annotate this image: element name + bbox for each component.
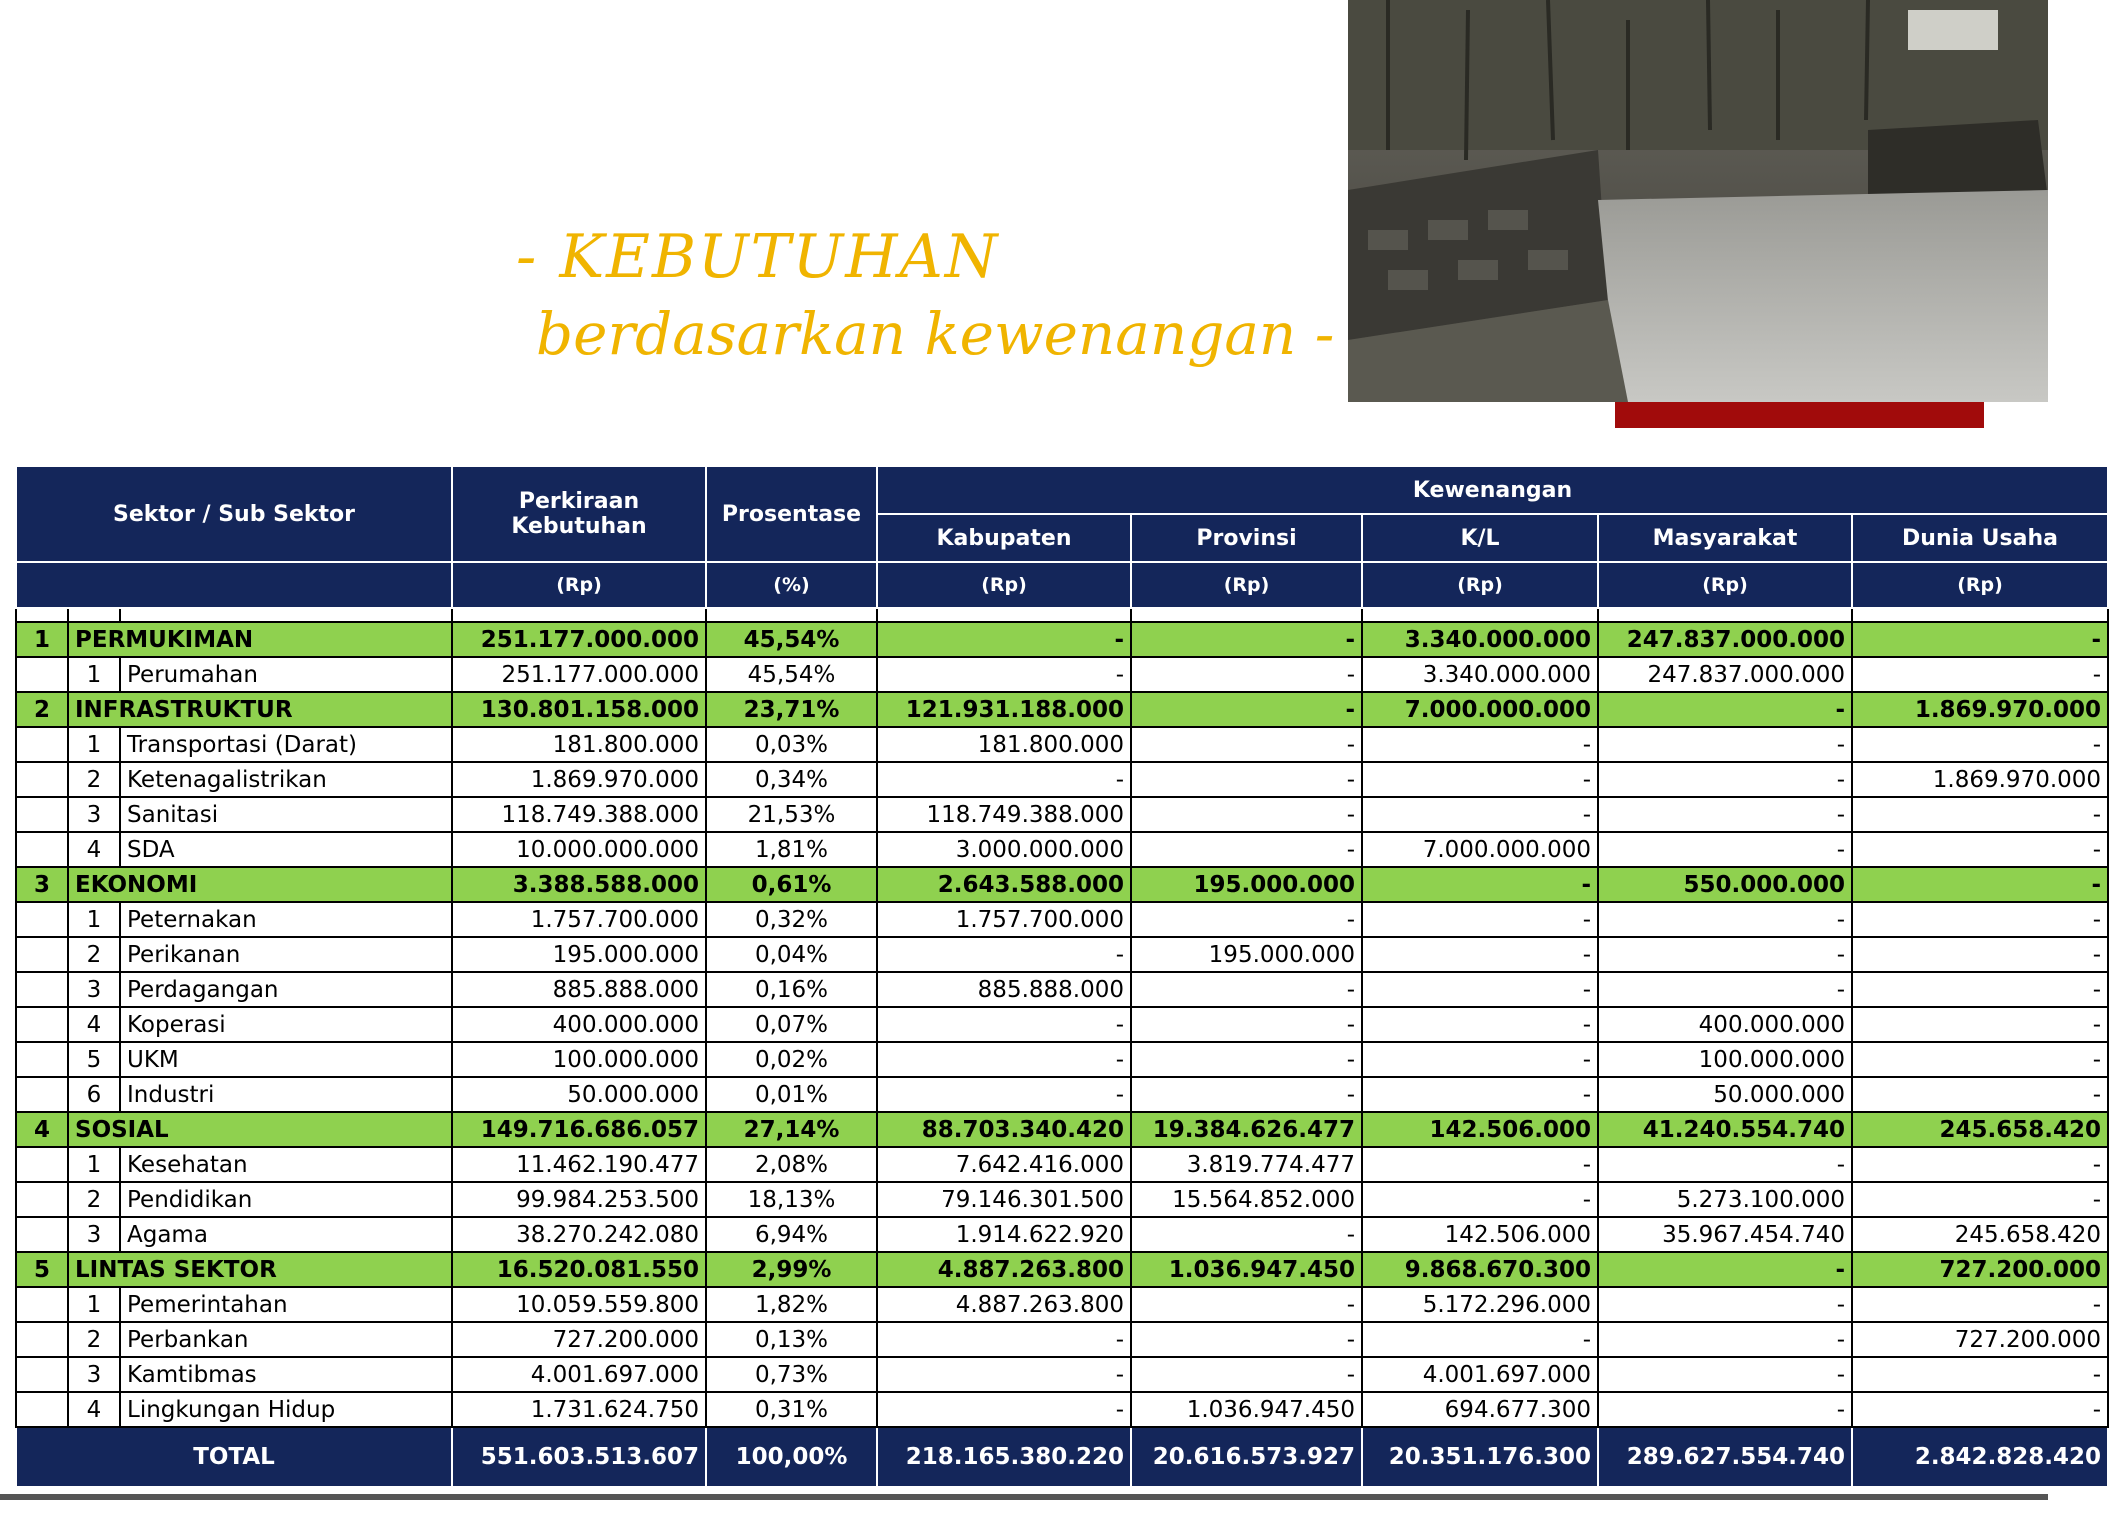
- provinsi-value: -: [1131, 1287, 1362, 1322]
- perkiraan-value: 38.270.242.080: [452, 1217, 706, 1252]
- perkiraan-value: 100.000.000: [452, 1042, 706, 1077]
- dunia-usaha-value: 245.658.420: [1852, 1112, 2108, 1147]
- perkiraan-value: 727.200.000: [452, 1322, 706, 1357]
- subsector-row: [16, 902, 2108, 937]
- masyarakat-value: 100.000.000: [1598, 1042, 1852, 1077]
- provinsi-value: 195.000.000: [1131, 937, 1362, 972]
- dunia-usaha-value: -: [1852, 1392, 2108, 1427]
- unit-kl: (Rp): [1362, 562, 1598, 608]
- header-provinsi: Provinsi: [1131, 514, 1362, 562]
- subsector-row: [16, 727, 2108, 762]
- subsector-name: Agama: [120, 1217, 452, 1252]
- row-number: 3: [68, 972, 120, 1007]
- header-prosentase: Prosentase: [706, 466, 877, 562]
- row-number: 1: [16, 622, 68, 657]
- subsector-name: Perbankan: [120, 1322, 452, 1357]
- dunia-usaha-value: -: [1852, 727, 2108, 762]
- kabupaten-value: -: [877, 1042, 1131, 1077]
- prosentase-value: 0,02%: [706, 1042, 877, 1077]
- dunia-usaha-value: -: [1852, 1147, 2108, 1182]
- prosentase-value: 0,13%: [706, 1322, 877, 1357]
- dunia-usaha-value: -: [1852, 1007, 2108, 1042]
- subsector-name: Pendidikan: [120, 1182, 452, 1217]
- masyarakat-value: 41.240.554.740: [1598, 1112, 1852, 1147]
- masyarakat-value: 5.273.100.000: [1598, 1182, 1852, 1217]
- provinsi-value: -: [1131, 1357, 1362, 1392]
- row-indent: [16, 1287, 68, 1322]
- sector-row: [16, 622, 2108, 657]
- unit-perkiraan: (Rp): [452, 562, 706, 608]
- kabupaten-value: -: [877, 762, 1131, 797]
- subsector-name: UKM: [120, 1042, 452, 1077]
- row-number: 2: [68, 937, 120, 972]
- subsector-row: [16, 1357, 2108, 1392]
- dunia-usaha-value: -: [1852, 1287, 2108, 1322]
- total-perkiraan: 551.603.513.607: [452, 1427, 706, 1487]
- dunia-usaha-value: -: [1852, 797, 2108, 832]
- total-label: TOTAL: [16, 1427, 452, 1487]
- row-number: 1: [68, 727, 120, 762]
- provinsi-value: -: [1131, 1077, 1362, 1112]
- kl-value: -: [1362, 1322, 1598, 1357]
- kabupaten-value: 121.931.188.000: [877, 692, 1131, 727]
- dunia-usaha-value: 1.869.970.000: [1852, 762, 2108, 797]
- header-kabupaten: Kabupaten: [877, 514, 1131, 562]
- subsector-row: [16, 1217, 2108, 1252]
- kl-value: 9.868.670.300: [1362, 1252, 1598, 1287]
- header-kewenangan: Kewenangan: [877, 466, 2108, 514]
- provinsi-value: -: [1131, 1322, 1362, 1357]
- masyarakat-value: -: [1598, 1287, 1852, 1322]
- subsector-name: Kesehatan: [120, 1147, 452, 1182]
- prosentase-value: 0,01%: [706, 1077, 877, 1112]
- sector-name: LINTAS SEKTOR: [68, 1252, 452, 1287]
- header-masyarakat: Masyarakat: [1598, 514, 1852, 562]
- dunia-usaha-value: 727.200.000: [1852, 1322, 2108, 1357]
- prosentase-value: 0,03%: [706, 727, 877, 762]
- provinsi-value: -: [1131, 797, 1362, 832]
- kabupaten-value: -: [877, 1392, 1131, 1427]
- dunia-usaha-value: -: [1852, 622, 2108, 657]
- row-indent: [16, 797, 68, 832]
- dunia-usaha-value: -: [1852, 832, 2108, 867]
- subsector-name: Kamtibmas: [120, 1357, 452, 1392]
- subsector-row: [16, 937, 2108, 972]
- prosentase-value: 0,07%: [706, 1007, 877, 1042]
- header-sector: Sektor / Sub Sektor: [16, 466, 452, 562]
- provinsi-value: -: [1131, 1217, 1362, 1252]
- masyarakat-value: -: [1598, 972, 1852, 1007]
- kl-value: -: [1362, 797, 1598, 832]
- kl-value: 7.000.000.000: [1362, 692, 1598, 727]
- perkiraan-value: 1.731.624.750: [452, 1392, 706, 1427]
- total-dunia-usaha: 2.842.828.420: [1852, 1427, 2108, 1487]
- kl-value: -: [1362, 972, 1598, 1007]
- kl-value: 3.340.000.000: [1362, 657, 1598, 692]
- row-number: 2: [16, 692, 68, 727]
- total-prosentase: 100,00%: [706, 1427, 877, 1487]
- row-number: 4: [68, 1007, 120, 1042]
- prosentase-value: 2,99%: [706, 1252, 877, 1287]
- row-number: 5: [16, 1252, 68, 1287]
- kabupaten-value: -: [877, 937, 1131, 972]
- slide-title-line2: berdasarkan kewenangan -: [536, 300, 1335, 368]
- sector-name: PERMUKIMAN: [68, 622, 452, 657]
- prosentase-value: 27,14%: [706, 1112, 877, 1147]
- unit-prosentase: (%): [706, 562, 877, 608]
- prosentase-value: 0,04%: [706, 937, 877, 972]
- masyarakat-value: -: [1598, 937, 1852, 972]
- perkiraan-value: 10.059.559.800: [452, 1287, 706, 1322]
- perkiraan-value: 11.462.190.477: [452, 1147, 706, 1182]
- kl-value: -: [1362, 1147, 1598, 1182]
- kabupaten-value: -: [877, 1077, 1131, 1112]
- header-dunia-usaha: Dunia Usaha: [1852, 514, 2108, 562]
- row-indent: [16, 727, 68, 762]
- dunia-usaha-value: -: [1852, 1077, 2108, 1112]
- provinsi-value: 1.036.947.450: [1131, 1252, 1362, 1287]
- subsector-row: [16, 972, 2108, 1007]
- sector-name: SOSIAL: [68, 1112, 452, 1147]
- perkiraan-value: 1.757.700.000: [452, 902, 706, 937]
- sector-row: [16, 1252, 2108, 1287]
- masyarakat-value: 550.000.000: [1598, 867, 1852, 902]
- total-kl: 20.351.176.300: [1362, 1427, 1598, 1487]
- subsector-name: Peternakan: [120, 902, 452, 937]
- prosentase-value: 2,08%: [706, 1147, 877, 1182]
- masyarakat-value: 247.837.000.000: [1598, 657, 1852, 692]
- provinsi-value: -: [1131, 762, 1362, 797]
- kabupaten-value: -: [877, 1322, 1131, 1357]
- row-number: 1: [68, 657, 120, 692]
- perkiraan-value: 99.984.253.500: [452, 1182, 706, 1217]
- prosentase-value: 18,13%: [706, 1182, 877, 1217]
- provinsi-value: -: [1131, 727, 1362, 762]
- subsector-row: [16, 1287, 2108, 1322]
- perkiraan-value: 1.869.970.000: [452, 762, 706, 797]
- header-perkiraan: Perkiraan Kebutuhan: [452, 466, 706, 562]
- kl-value: 5.172.296.000: [1362, 1287, 1598, 1322]
- prosentase-value: 0,31%: [706, 1392, 877, 1427]
- kabupaten-value: 3.000.000.000: [877, 832, 1131, 867]
- row-indent: [16, 972, 68, 1007]
- perkiraan-value: 118.749.388.000: [452, 797, 706, 832]
- row-indent: [16, 657, 68, 692]
- kabupaten-value: -: [877, 657, 1131, 692]
- dunia-usaha-value: -: [1852, 972, 2108, 1007]
- kabupaten-value: 2.643.588.000: [877, 867, 1131, 902]
- row-number: 6: [68, 1077, 120, 1112]
- subsector-name: Perdagangan: [120, 972, 452, 1007]
- subsector-name: Industri: [120, 1077, 452, 1112]
- perkiraan-value: 10.000.000.000: [452, 832, 706, 867]
- kabupaten-value: -: [877, 622, 1131, 657]
- provinsi-value: 19.384.626.477: [1131, 1112, 1362, 1147]
- prosentase-value: 0,32%: [706, 902, 877, 937]
- header-kl: K/L: [1362, 514, 1598, 562]
- kabupaten-value: -: [877, 1357, 1131, 1392]
- kl-value: -: [1362, 902, 1598, 937]
- kabupaten-value: 885.888.000: [877, 972, 1131, 1007]
- row-indent: [16, 832, 68, 867]
- kl-value: -: [1362, 1007, 1598, 1042]
- header-unit-blank: [16, 562, 452, 608]
- subsector-name: Transportasi (Darat): [120, 727, 452, 762]
- subsector-name: Pemerintahan: [120, 1287, 452, 1322]
- kl-value: 142.506.000: [1362, 1217, 1598, 1252]
- provinsi-value: -: [1131, 902, 1362, 937]
- kabupaten-value: 1.914.622.920: [877, 1217, 1131, 1252]
- subsector-name: Sanitasi: [120, 797, 452, 832]
- kl-value: -: [1362, 1077, 1598, 1112]
- masyarakat-value: 50.000.000: [1598, 1077, 1852, 1112]
- provinsi-value: -: [1131, 1042, 1362, 1077]
- subsector-name: Perumahan: [120, 657, 452, 692]
- provinsi-value: -: [1131, 832, 1362, 867]
- masyarakat-value: -: [1598, 1392, 1852, 1427]
- perkiraan-value: 400.000.000: [452, 1007, 706, 1042]
- prosentase-value: 1,82%: [706, 1287, 877, 1322]
- kabupaten-value: 1.757.700.000: [877, 902, 1131, 937]
- row-number: 4: [68, 832, 120, 867]
- subsector-row: [16, 1392, 2108, 1427]
- perkiraan-value: 885.888.000: [452, 972, 706, 1007]
- total-row: [16, 1427, 2108, 1487]
- kl-value: -: [1362, 762, 1598, 797]
- subsector-row: [16, 1042, 2108, 1077]
- kebutuhan-table: [15, 465, 2109, 1488]
- subsector-row: [16, 762, 2108, 797]
- prosentase-value: 0,73%: [706, 1357, 877, 1392]
- river-photo-icon: [1348, 0, 2048, 402]
- row-indent: [16, 1392, 68, 1427]
- slide-title-line1: - KEBUTUHAN: [516, 222, 1000, 292]
- row-indent: [16, 1077, 68, 1112]
- row-indent: [16, 937, 68, 972]
- provinsi-value: 1.036.947.450: [1131, 1392, 1362, 1427]
- provinsi-value: -: [1131, 972, 1362, 1007]
- perkiraan-value: 181.800.000: [452, 727, 706, 762]
- row-indent: [16, 1217, 68, 1252]
- perkiraan-value: 130.801.158.000: [452, 692, 706, 727]
- dunia-usaha-value: -: [1852, 1042, 2108, 1077]
- row-number: 3: [68, 797, 120, 832]
- row-number: 2: [68, 1182, 120, 1217]
- row-indent: [16, 762, 68, 797]
- unit-dunia-usaha: (Rp): [1852, 562, 2108, 608]
- dunia-usaha-value: 245.658.420: [1852, 1217, 2108, 1252]
- masyarakat-value: -: [1598, 832, 1852, 867]
- subsector-name: Perikanan: [120, 937, 452, 972]
- row-indent: [16, 1182, 68, 1217]
- masyarakat-value: 35.967.454.740: [1598, 1217, 1852, 1252]
- subsector-row: [16, 832, 2108, 867]
- masyarakat-value: -: [1598, 692, 1852, 727]
- sector-name: INFRASTRUKTUR: [68, 692, 452, 727]
- kabupaten-value: 79.146.301.500: [877, 1182, 1131, 1217]
- row-indent: [16, 1147, 68, 1182]
- kabupaten-value: 7.642.416.000: [877, 1147, 1131, 1182]
- row-number: 3: [68, 1357, 120, 1392]
- kl-value: -: [1362, 867, 1598, 902]
- row-number: 3: [68, 1217, 120, 1252]
- subsector-row: [16, 657, 2108, 692]
- dunia-usaha-value: -: [1852, 867, 2108, 902]
- masyarakat-value: -: [1598, 1252, 1852, 1287]
- kl-value: 694.677.300: [1362, 1392, 1598, 1427]
- kabupaten-value: 181.800.000: [877, 727, 1131, 762]
- row-number: 2: [68, 1322, 120, 1357]
- perkiraan-value: 251.177.000.000: [452, 657, 706, 692]
- subsector-row: [16, 1182, 2108, 1217]
- subsector-name: Koperasi: [120, 1007, 452, 1042]
- total-masyarakat: 289.627.554.740: [1598, 1427, 1852, 1487]
- subsector-name: Lingkungan Hidup: [120, 1392, 452, 1427]
- subsector-name: Ketenagalistrikan: [120, 762, 452, 797]
- masyarakat-value: -: [1598, 797, 1852, 832]
- sector-row: [16, 692, 2108, 727]
- masyarakat-value: -: [1598, 1322, 1852, 1357]
- red-accent-bar: [1615, 402, 1984, 428]
- subsector-row: [16, 1322, 2108, 1357]
- row-number: 2: [68, 762, 120, 797]
- prosentase-value: 21,53%: [706, 797, 877, 832]
- kl-value: 142.506.000: [1362, 1112, 1598, 1147]
- dunia-usaha-value: -: [1852, 1357, 2108, 1392]
- subsector-row: [16, 1077, 2108, 1112]
- prosentase-value: 45,54%: [706, 622, 877, 657]
- perkiraan-value: 4.001.697.000: [452, 1357, 706, 1392]
- masyarakat-value: -: [1598, 902, 1852, 937]
- sector-row: [16, 1112, 2108, 1147]
- perkiraan-value: 50.000.000: [452, 1077, 706, 1112]
- subsector-row: [16, 1147, 2108, 1182]
- row-indent: [16, 1322, 68, 1357]
- unit-provinsi: (Rp): [1131, 562, 1362, 608]
- provinsi-value: -: [1131, 622, 1362, 657]
- river-photo: [1348, 0, 2048, 402]
- kl-value: 4.001.697.000: [1362, 1357, 1598, 1392]
- kl-value: -: [1362, 937, 1598, 972]
- row-number: 4: [16, 1112, 68, 1147]
- unit-kabupaten: (Rp): [877, 562, 1131, 608]
- bottom-divider: [0, 1494, 2048, 1500]
- provinsi-value: -: [1131, 657, 1362, 692]
- row-indent: [16, 1357, 68, 1392]
- prosentase-value: 6,94%: [706, 1217, 877, 1252]
- perkiraan-value: 16.520.081.550: [452, 1252, 706, 1287]
- provinsi-value: 3.819.774.477: [1131, 1147, 1362, 1182]
- dunia-usaha-value: -: [1852, 657, 2108, 692]
- masyarakat-value: -: [1598, 1357, 1852, 1392]
- masyarakat-value: -: [1598, 727, 1852, 762]
- subsector-name: SDA: [120, 832, 452, 867]
- kl-value: 7.000.000.000: [1362, 832, 1598, 867]
- subsector-row: [16, 797, 2108, 832]
- perkiraan-value: 149.716.686.057: [452, 1112, 706, 1147]
- row-indent: [16, 1007, 68, 1042]
- dunia-usaha-value: -: [1852, 902, 2108, 937]
- row-number: 1: [68, 1147, 120, 1182]
- kabupaten-value: 118.749.388.000: [877, 797, 1131, 832]
- prosentase-value: 0,16%: [706, 972, 877, 1007]
- kl-value: -: [1362, 1182, 1598, 1217]
- row-number: 4: [68, 1392, 120, 1427]
- prosentase-value: 0,61%: [706, 867, 877, 902]
- kl-value: -: [1362, 727, 1598, 762]
- prosentase-value: 0,34%: [706, 762, 877, 797]
- provinsi-value: 195.000.000: [1131, 867, 1362, 902]
- dunia-usaha-value: 727.200.000: [1852, 1252, 2108, 1287]
- masyarakat-value: 400.000.000: [1598, 1007, 1852, 1042]
- kabupaten-value: 88.703.340.420: [877, 1112, 1131, 1147]
- perkiraan-value: 195.000.000: [452, 937, 706, 972]
- dunia-usaha-value: -: [1852, 1182, 2108, 1217]
- sector-name: EKONOMI: [68, 867, 452, 902]
- row-number: 3: [16, 867, 68, 902]
- provinsi-value: 15.564.852.000: [1131, 1182, 1362, 1217]
- kl-value: -: [1362, 1042, 1598, 1077]
- unit-masyarakat: (Rp): [1598, 562, 1852, 608]
- row-indent: [16, 902, 68, 937]
- dunia-usaha-value: 1.869.970.000: [1852, 692, 2108, 727]
- kl-value: 3.340.000.000: [1362, 622, 1598, 657]
- sector-row: [16, 867, 2108, 902]
- total-provinsi: 20.616.573.927: [1131, 1427, 1362, 1487]
- masyarakat-value: 247.837.000.000: [1598, 622, 1852, 657]
- perkiraan-value: 3.388.588.000: [452, 867, 706, 902]
- kabupaten-value: -: [877, 1007, 1131, 1042]
- subsector-row: [16, 1007, 2108, 1042]
- kabupaten-value: 4.887.263.800: [877, 1252, 1131, 1287]
- total-kabupaten: 218.165.380.220: [877, 1427, 1131, 1487]
- row-number: 1: [68, 902, 120, 937]
- masyarakat-value: -: [1598, 1147, 1852, 1182]
- prosentase-value: 23,71%: [706, 692, 877, 727]
- perkiraan-value: 251.177.000.000: [452, 622, 706, 657]
- prosentase-value: 45,54%: [706, 657, 877, 692]
- kabupaten-value: 4.887.263.800: [877, 1287, 1131, 1322]
- dunia-usaha-value: -: [1852, 937, 2108, 972]
- row-indent: [16, 1042, 68, 1077]
- provinsi-value: -: [1131, 1007, 1362, 1042]
- row-number: 5: [68, 1042, 120, 1077]
- prosentase-value: 1,81%: [706, 832, 877, 867]
- row-number: 1: [68, 1287, 120, 1322]
- provinsi-value: -: [1131, 692, 1362, 727]
- masyarakat-value: -: [1598, 762, 1852, 797]
